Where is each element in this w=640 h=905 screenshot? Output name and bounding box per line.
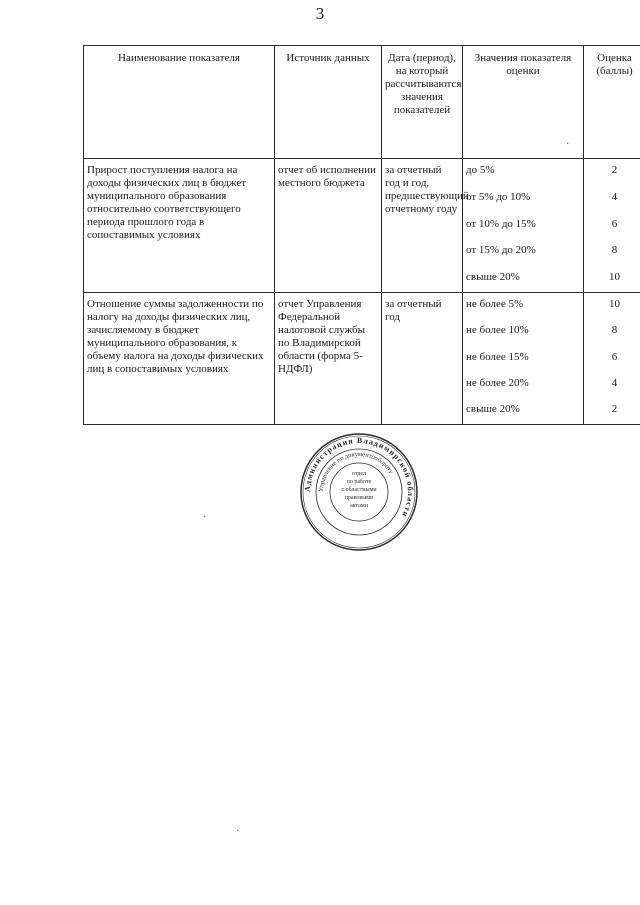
seal-outer-text: Администрация Владимирской области	[302, 435, 416, 520]
header-indicator: Наименование показателя	[84, 46, 275, 159]
score-item: 6	[611, 217, 618, 230]
period-cell: за отчетный год	[382, 293, 463, 425]
table-row	[84, 293, 640, 425]
value-item: от 10% до 15%	[466, 217, 536, 230]
table-row	[84, 159, 640, 293]
score-item: 2	[611, 164, 618, 176]
scan-speck: ·	[566, 139, 570, 150]
value-item: от 15% до 20%	[466, 244, 536, 257]
value-item: не более 20%	[466, 376, 529, 389]
page-number: 3	[315, 4, 325, 23]
score-item: 4	[611, 376, 618, 389]
period-cell: за отчетный год и год, предшествующий отчетному году	[382, 159, 463, 293]
indicator-cell: Прирост поступления налога на доходы физических лиц в бюджет муниципального образования относительно соответствующего периода прошлого года в сопоставимых условиях	[84, 159, 275, 293]
score-item: 8	[611, 244, 618, 257]
score-item: 8	[611, 324, 618, 337]
official-seal	[299, 432, 419, 552]
scan-speck: ·	[236, 826, 240, 837]
value-item: до 5%	[466, 164, 495, 176]
seal-center-line: правовыми	[344, 495, 374, 501]
values-cell	[463, 293, 584, 425]
seal-center-line: отдел	[351, 471, 367, 477]
score-cell	[584, 159, 640, 293]
value-item: не более 5%	[466, 298, 524, 310]
score-item: 10	[609, 298, 620, 310]
score-item: 2	[611, 403, 618, 415]
seal-center-line: по работе	[346, 479, 372, 485]
header-period: Дата (период), на который рассчитываются значения показателей	[382, 46, 463, 159]
header-values: Значения показателя оценки	[463, 46, 584, 159]
header-score: Оценка (баллы)	[584, 46, 640, 159]
source-cell: отчет об исполнении местного бюджета	[275, 159, 382, 293]
values-cell	[463, 159, 584, 293]
value-item: не более 15%	[466, 350, 529, 363]
score-item: 4	[611, 190, 618, 203]
value-item: свыше 20%	[466, 403, 520, 415]
seal-middle-text: Управление по документообороту	[317, 450, 395, 493]
seal-center-line: актами	[350, 503, 368, 509]
score-item: 10	[609, 271, 620, 283]
score-item: 6	[611, 350, 618, 363]
indicators-table	[83, 45, 640, 425]
value-item: от 5% до 10%	[466, 190, 531, 203]
score-cell	[584, 293, 640, 425]
table-header-row	[84, 46, 640, 159]
header-source: Источник данных	[275, 46, 382, 159]
scan-speck: ·	[203, 512, 207, 523]
value-item: свыше 20%	[466, 271, 520, 283]
source-cell: отчет Управления Федеральной налоговой службы по Владимирской области (форма 5-НДФЛ)	[275, 293, 382, 425]
value-item: не более 10%	[466, 324, 529, 337]
indicator-cell: Отношение суммы задолженности по налогу на доходы физических лиц, зачисляемому в бюджет муниципального образования, к объему налога на доходы физических лиц в сопоставимых условиях	[84, 293, 275, 425]
seal-center-line: с областными	[341, 487, 377, 493]
